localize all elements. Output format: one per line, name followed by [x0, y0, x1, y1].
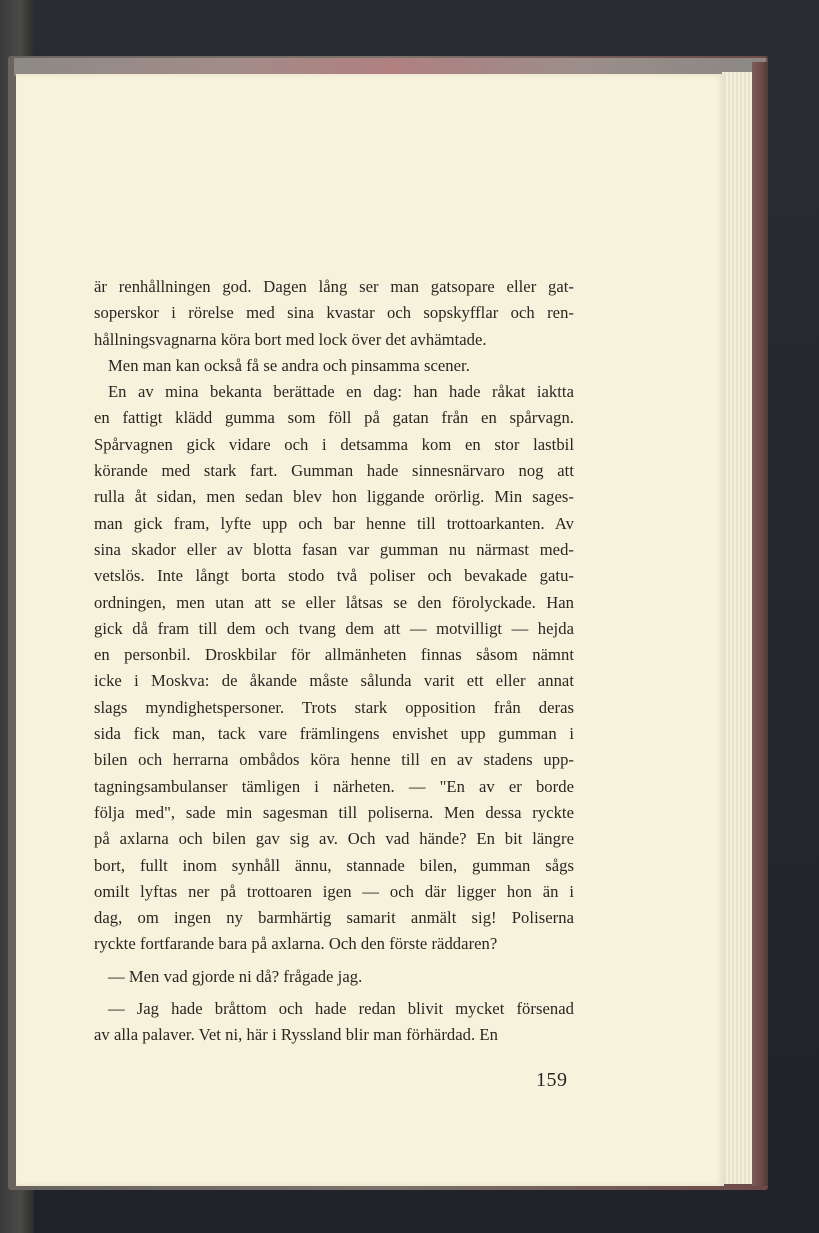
text-line: omilt lyftas ner på trottoaren igen — och där ligger hon än i	[94, 881, 574, 901]
text-line: är renhållningen god. Dagen lång ser man gatsopare eller gat-	[94, 277, 574, 296]
text-line: man gick fram, lyfte upp och bar henne till trottoarkanten. Av	[94, 513, 574, 533]
text-line: körande med stark fart. Gumman hade sinnesnärvaro nog att	[94, 461, 574, 481]
text-line: dag, om ingen ny barmhärtig samarit anmält sig! Poliserna	[94, 908, 574, 928]
text-line: sina skador eller av blotta fasan var gumman nu närmast med-	[94, 539, 574, 559]
page-number: 159	[536, 1069, 568, 1091]
book-page	[16, 74, 724, 1186]
text-line: slags myndighetspersoner. Trots stark opposition från deras	[94, 697, 574, 717]
text-line: — Men vad gjorde ni då? frågade jag.	[108, 966, 363, 986]
text-line: soperskor i rörelse med sina kvastar och sopskyfflar och ren-	[94, 303, 574, 323]
text-line: en personbil. Droskbilar för allmänheten finnas såsom nämnt	[94, 645, 574, 665]
text-line: bilen och herrarna ombådos köra henne till en av stadens upp-	[94, 750, 574, 770]
text-line: En av mina bekanta berättade en dag: han hade råkat iaktta	[108, 382, 574, 402]
text-line: ryckte fortfarande bara på axlarna. Och den förste räddaren?	[94, 934, 498, 954]
paragraph	[94, 274, 574, 353]
text-line: hållningsvagnarna köra bort med lock över det avhämtade.	[94, 329, 487, 349]
text-line: vetslös. Inte långt borta stodo två poliser och bevakade gatu-	[94, 566, 574, 586]
body-text	[94, 274, 574, 1049]
text-line: på axlarna och bilen gav sig av. Och vad hände? En bit längre	[94, 829, 574, 849]
text-line: av alla palaver. Vet ni, här i Ryssland blir man förhärdad. En	[94, 1025, 498, 1045]
paragraph	[94, 379, 574, 958]
text-line: gick då fram till dem och tvang dem att — motvilligt — hejda	[94, 618, 574, 638]
text-line: Men man kan också få se andra och pinsamma scener.	[108, 355, 470, 375]
paragraph	[94, 996, 574, 1049]
text-line: bort, fullt inom synhåll ännu, stannade bilen, gumman sågs	[94, 855, 574, 875]
text-line: följa med", sade min sagesman till poliserna. Men dessa ryckte	[94, 802, 574, 822]
text-line: ordningen, men utan att se eller låtsas se den förolyckade. Han	[94, 592, 574, 612]
text-line: tagningsambulanser tämligen i närheten. — "En av er borde	[94, 776, 574, 796]
paragraph	[94, 964, 574, 990]
page-stack-edge	[722, 72, 752, 1184]
cover-right-edge	[752, 62, 768, 1186]
text-line: Spårvagnen gick vidare och i detsamma kom en stor lastbil	[94, 434, 574, 454]
text-line: icke i Moskva: de åkande måste sålunda varit ett eller annat	[94, 671, 574, 691]
text-line: — Jag hade bråttom och hade redan blivit mycket försenad	[108, 999, 574, 1019]
text-line: rulla åt sidan, men sedan blev hon liggande orörlig. Min sages-	[94, 487, 574, 507]
paragraph	[94, 353, 574, 379]
text-line: sida fick man, tack vare främlingens envishet upp gumman i	[94, 724, 574, 744]
text-line: en fattigt klädd gumma som föll på gatan från en spårvagn.	[94, 408, 574, 428]
